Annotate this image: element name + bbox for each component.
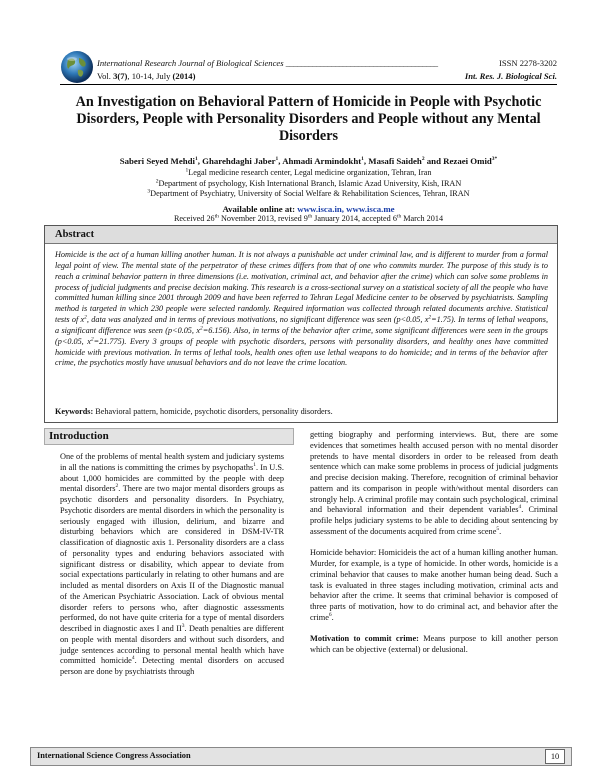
abstract-header bbox=[45, 226, 557, 244]
affiliation: $^2$Department of psychology, Kish International Branch, Islamic Azad University, Kish, IRAN bbox=[155, 178, 462, 188]
paragraph: Motivation to commit crime: Means purpose to kill another person which can be objective (external) or delusional. bbox=[310, 634, 558, 654]
paragraph: getting biography and performing interviews. But, there are some evidences that sometimes health accused person with no mental disorder pretends to have mental disorders in order to be released from death sentence which can make some problems in process of judicial judgments and precise decision making. Therefore, recognition of criminal behavior pattern and its comparison in people with/without mental disorders can strongly help. A criminal profile may contain such psychological, criminal and behavioral information and their dependent variables$^4$. Criminal profile helps judiciary systems to be able to deciding about sentencing by assessment of the documents acquired from crime scene$^5$. bbox=[310, 430, 558, 536]
author: Gharehdaghi Jaber bbox=[202, 156, 276, 166]
abstract-text: Homicide is the act of a human killing another human. It is not always a punishable act under criminal law, and is different to murder from a formal legal point of view. The mental state of the perpetrator of these crimes differs from that of one who commits murder. The purpose of this study is to reach a criminal behavior pattern in three dimensions (i.e. motivation, criminal act, and behavior after the crime) which can solve some problems in process of judicial judgments and precise decision making. This research is a cross-sectional survey on a statistical society of all the people who have committed human killing since 2001 through 2009 and have been referred to Tehran Legal Medicine center to be observed by psychiatrists. Sampling method is targeted in which 230 people were selected randomly. Required information was collected through related documents archive. Statistical tests of $x^2$, data was analyzed and in terms of previous motivations, no significant difference was seen (p<0.05, $x^2=1.75$). In terms of lethal weapons, a significant difference was seen (p<0.05, $x^2=6.156$). Also, in terms of the behavior after crime, some significant differences were seen in the groups (p<0.05, $x^2=21.775$). Every 3 groups of people with psychotic disorders, persons with personality disorders, and healthy ones have committed homicide with previous motivation. In terms of lethal tools, health ones often use lethal weapons to do homicide; and in terms of the behavior after crime, the psychotics mostly have unusual behaviors and do not leave the crime location. bbox=[55, 250, 549, 368]
author: Masafi Saideh bbox=[368, 156, 422, 166]
author: Saberi Seyed Mehdi bbox=[119, 156, 195, 166]
section-header-introduction bbox=[44, 428, 294, 445]
issn: ISSN 2278-3202 bbox=[498, 58, 557, 68]
abstract-box bbox=[44, 225, 558, 423]
paragraph: Homicide behavior: Homicideis the act of a human killing another human. Murder, for example, is a type of homicide. In other words, homicide is a criminal behavior that causes to make another human being dead. Such a task is evaluated in three stages including motivation, criminal acts and behavior after the crime. It seems that criminal behavior is composed of three parts of motivation, how to do criminal act, and behavior after the crime$^6$. bbox=[310, 548, 558, 622]
affiliation: $^1$Legal medicine research center, Legal medicine organization, Tehran, Iran bbox=[185, 167, 432, 177]
author: Ahmadi Armindokht bbox=[282, 156, 362, 166]
affiliation: $^3$Department of Psychiatry, University of Social Welfare & Rehabilitation Sciences, Tehran, IRAN bbox=[147, 188, 470, 198]
header-separator: ________________________________________ bbox=[285, 58, 438, 68]
volume-row: Vol. 3(7), 10-14, July (2014) Int. Res. J. Biological Sci. bbox=[97, 71, 557, 81]
header-divider bbox=[60, 84, 557, 85]
authors: Saberi Seyed Mehdi$^1$, Gharehdaghi Jaber$^1$, Ahmadi Armindokht$^1$, Masafi Saideh$^2$ and Rezaei Omid$^{3*}$ bbox=[119, 156, 498, 166]
motivation-label: Motivation to commit crime: bbox=[310, 634, 419, 644]
issue: (7) bbox=[117, 71, 128, 81]
keywords-label: Keywords: bbox=[55, 407, 94, 416]
introduction-text: One of the problems of mental health system and judiciary systems in all the nations is committing the crimes by psychopaths$^1$. In U.S. about 1,000 homicides are committed by the people with deep mental disorders$^2$. There are two major mental disorders groups as psychotic disorders and personality disorders. In Psychiatry, Psychotic disorders are mental disorders in which the personality is seriously engaged with illusion, delirium, and bizarre and disturbing behaviors which are considered in DSM-IV-TR classification of diagnostic axis 1. Personality disorders are a class of personality types and enduring behaviors associated with significant distress or disability, which appear to deviate from social expectations particularly in relating to other humans and are included as mental disorders on Axis II of the Diagnostic manual of the American Psychiatric Association. Lack of obvious mental disorder refers to persons who, after diagnostic assessments performed, do not have quite criteria for a type of mental disorders described in diagnostic axes I and $II^3$. Death penalties are different on people with mental disorders and without such disorders, and judge sentences according to personal mental health which have committed homicide$^4$. Detecting mental disorders on accused person are done by psychiatrists through bbox=[60, 452, 285, 676]
right-column-text bbox=[310, 430, 558, 667]
year: (2014) bbox=[172, 71, 196, 81]
journal-name: International Research Journal of Biological Sciences bbox=[97, 58, 284, 68]
author: Rezaei Omid bbox=[443, 156, 492, 166]
keywords: Keywords: Behavioral pattern, homicide, psychotic disorders, personality disorders. bbox=[55, 407, 333, 416]
available-online: Available online at: www.isca.in, www.isca.me bbox=[222, 204, 395, 214]
page-number: 10 bbox=[545, 749, 565, 764]
paper-title: An Investigation on Behavioral Pattern of Homicide in People with Psychotic Disorders, People with Personality Disorders and People without any Mental Disorders bbox=[75, 94, 542, 144]
globe-logo-icon bbox=[60, 50, 94, 84]
abstract-heading: Abstract bbox=[55, 229, 95, 240]
online-links[interactable]: www.isca.in, www.isca.me bbox=[297, 204, 395, 214]
journal-abbrev: Int. Res. J. Biological Sci. bbox=[464, 71, 557, 81]
volume: 3 bbox=[113, 71, 118, 81]
introduction-heading: Introduction bbox=[49, 430, 109, 442]
footer-bar bbox=[30, 747, 572, 766]
footer-org: International Science Congress Association bbox=[37, 751, 191, 760]
journal-header bbox=[97, 58, 557, 68]
received-dates: Received 26th November 2013, revised 9th January 2014, accepted 6th March 2014 bbox=[173, 213, 444, 223]
